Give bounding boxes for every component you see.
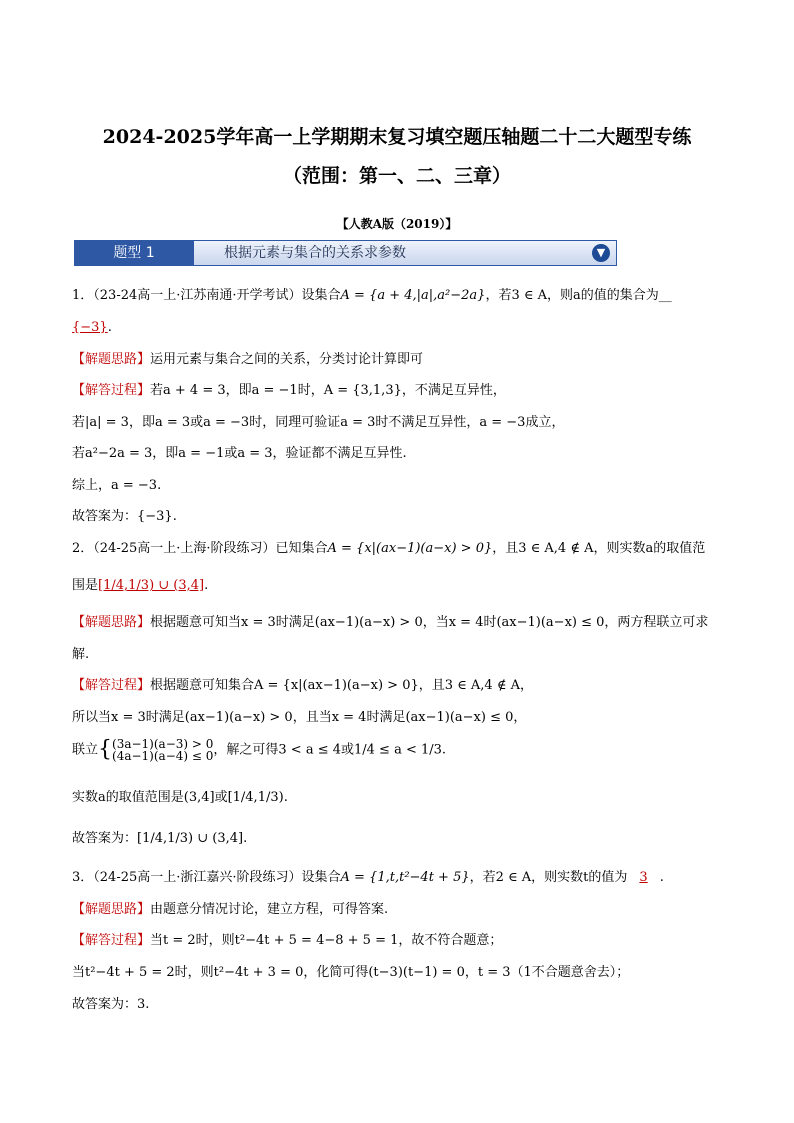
section-tag: 题型 1 (74, 240, 194, 266)
solution-line (72, 445, 407, 463)
line-text: 故答案为：[1/4,1/3) ∪ (3,4]. (72, 831, 248, 846)
equation-1: (3a−1)(a−3) > 0 (112, 737, 214, 751)
line-text: 若a²−2a = 3，即a = −1或a = 3，验证都不满足互异性. (72, 446, 407, 461)
problem-text: ，若2 ∈ A，则实数t的值为 (469, 870, 628, 885)
equation-system (112, 738, 213, 762)
solution-idea (72, 614, 708, 632)
line-text: 运用元素与集合之间的关系，分类讨论计算即可 (150, 352, 424, 367)
math-expression: A = {1,t,t²−4t + 5} (340, 870, 470, 885)
solution-line (72, 964, 629, 982)
label-tag: 【解答过程】 (72, 383, 151, 398)
math-expression: A = {x|(ax−1)(a−x) > 0} (327, 541, 493, 556)
final-answer (72, 830, 247, 848)
problem-text: 2．（24-25高一上·上海·阶段练习）已知集合 (72, 541, 328, 556)
line-text: 围是 (72, 578, 99, 593)
problem-1-statement (72, 287, 672, 305)
problem-2-answer (72, 577, 208, 595)
problem-text: 1．（23-24高一上·江苏南通·开学考试）设集合 (72, 288, 341, 303)
line-text: ，解之可得3 < a ≤ 4或1/4 ≤ a < 1/3. (213, 742, 447, 758)
punctuation: . (659, 870, 664, 885)
solution-idea (72, 901, 388, 919)
problem-3-statement (72, 869, 664, 887)
line-text: 所以当x = 3时满足(ax−1)(a−x) > 0，且当x = 4时满足(ax−1)(a−x) ≤ 0， (72, 710, 527, 725)
problem-2-statement (72, 540, 705, 558)
solution-line (72, 646, 89, 664)
line-text: 根据题意可知集合A = {x|(ax−1)(a−x) > 0}，且3 ∈ A,4 ∉ A， (150, 678, 533, 693)
fill-answer: 3 (639, 870, 648, 885)
label-tag: 【解答过程】 (72, 933, 151, 948)
line-text: 当t = 2时，则t²−4t + 5 = 4−8 + 5 = 1，故不符合题意； (150, 933, 503, 948)
problem-text: ，且3 ∈ A,4 ∉ A，则实数a的取值范 (492, 541, 706, 556)
problem-text: ，若3 ∈ A，则a的值的集合为__ (485, 288, 672, 303)
section-title-bar (194, 240, 617, 266)
line-text: 根据题意可知当x = 3时满足(ax−1)(a−x) > 0，当x = 4时(ax−1)(a−x) ≤ 0，两方程联立可求 (150, 615, 709, 630)
fill-answer: {−3} (72, 320, 108, 335)
math-expression: A = {a + 4,|a|,a²−2a} (340, 288, 486, 303)
line-text: 若a + 4 = 3，即a = −1时，A = {3,1,3}，不满足互异性， (150, 383, 506, 398)
solution-line (72, 709, 526, 727)
line-text: 由题意分情况讨论，建立方程，可得答案. (150, 902, 389, 917)
equation-system-line (72, 738, 446, 762)
label-tag: 【解题思路】 (72, 352, 151, 367)
final-answer (72, 996, 149, 1014)
solution-idea (72, 351, 423, 369)
problem-text: 3．（24-25高一上·浙江嘉兴·阶段练习）设集合 (72, 870, 341, 885)
solution-process (72, 932, 502, 950)
label-tag: 【解题思路】 (72, 615, 151, 630)
line-text: 解. (72, 647, 90, 662)
line-text: 故答案为：{−3}. (72, 509, 177, 524)
section-title: 根据元素与集合的关系求参数 (224, 245, 406, 261)
edition-label: 【人教A版（2019）】 (336, 217, 458, 231)
document-subtitle: （范围：第一、二、三章） (282, 165, 511, 187)
solution-line (72, 414, 564, 432)
punctuation: . (204, 578, 209, 593)
fill-answer: [1/4,1/3) ∪ (3,4] (98, 578, 205, 593)
line-text: 故答案为：3. (72, 997, 150, 1012)
line-text: 当t²−4t + 5 = 2时，则t²−4t + 3 = 0，化简可得(t−3)(t−1) = 0，t = 3（1不合题意舍去）； (72, 965, 630, 980)
line-text: 联立 (72, 742, 99, 758)
brace: { (98, 737, 113, 762)
label-tag: 【解答过程】 (72, 678, 151, 693)
line-text: 实数a的取值范围是(3,4]或[1/4,1/3). (72, 790, 288, 805)
final-answer (72, 508, 177, 526)
section-banner (74, 240, 616, 266)
problem-1-answer (72, 319, 112, 337)
chevron-down-icon[interactable]: ▼ (592, 244, 610, 262)
label-tag: 【解题思路】 (72, 902, 151, 917)
line-text: 综上，a = −3. (72, 478, 162, 493)
line-text: 若|a| = 3，即a = 3或a = −3时，同理可验证a = 3时不满足互异性，a = −3成立， (72, 415, 565, 430)
punctuation: . (107, 320, 112, 335)
document-title: 2024-2025学年高一上学期期末复习填空题压轴题二十二大题型专练 (102, 126, 692, 148)
solution-process (72, 382, 506, 400)
equation-2: (4a−1)(a−4) ≤ 0 (112, 749, 214, 763)
solution-process (72, 677, 533, 695)
solution-line (72, 789, 288, 807)
solution-line (72, 477, 161, 495)
